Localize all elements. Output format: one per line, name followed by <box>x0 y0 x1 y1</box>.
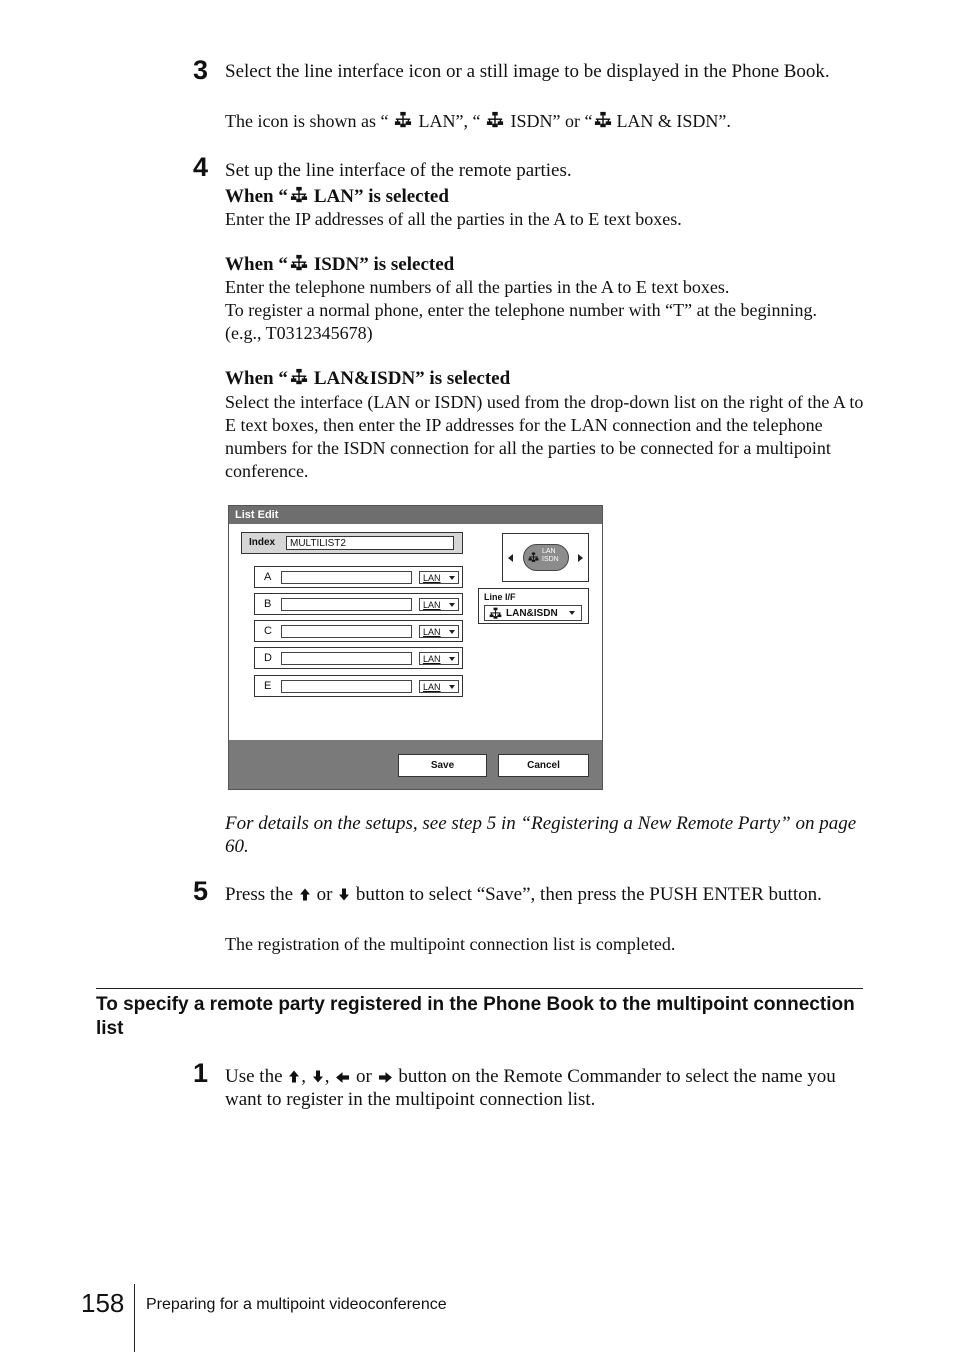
party-address-input[interactable] <box>281 571 412 584</box>
up-arrow-icon <box>300 888 310 901</box>
lan-icon <box>290 186 308 204</box>
line-interface-icon-image[interactable] <box>523 544 569 571</box>
page-number: 158 <box>81 1288 125 1318</box>
party-label: B <box>264 598 272 610</box>
section-heading: To specify a remote party registered in the Phone Book to the multipoint connection list <box>96 994 855 1039</box>
chevron-down-icon <box>449 657 455 661</box>
lan-isdn-icon <box>594 111 612 129</box>
arrow-left-icon[interactable] <box>508 554 513 562</box>
interface-dropdown[interactable]: LAN <box>419 598 459 611</box>
footer-section-title: Preparing for a multipoint videoconference <box>146 1296 447 1313</box>
step-3-text: Select the line interface icon or a still image to be displayed in the Phone Book. <box>225 61 830 82</box>
party-row-a <box>254 566 463 588</box>
interface-dropdown[interactable]: LAN <box>419 571 459 584</box>
list-edit-dialog <box>228 505 603 790</box>
party-label: D <box>264 652 272 664</box>
down-arrow-icon <box>339 888 349 901</box>
lan-heading: When “ LAN” is selected <box>225 186 449 207</box>
interface-dropdown[interactable]: LAN <box>419 652 459 665</box>
party-row-d <box>254 647 463 669</box>
index-input[interactable]: MULTILIST2 <box>286 536 454 550</box>
isdn-heading: When “ ISDN” is selected <box>225 254 455 275</box>
line-if-label: Line I/F <box>484 592 516 602</box>
line-if-box <box>478 588 589 624</box>
chevron-down-icon <box>449 685 455 689</box>
index-label: Index <box>249 537 276 548</box>
party-address-input[interactable] <box>281 598 412 611</box>
step-1-text: Use the , , or button on the Remote Commander to select the name you want to register in the multipoint connection list. <box>225 1066 836 1110</box>
footer-divider <box>134 1284 135 1352</box>
lan-isdn-icon <box>290 368 308 386</box>
step-5-note: The registration of the multipoint connection list is completed. <box>225 934 676 954</box>
party-address-input[interactable] <box>281 680 412 693</box>
save-button[interactable]: Save <box>398 754 487 777</box>
lan-icon <box>394 111 412 129</box>
step-4-text: Set up the line interface of the remote parties. <box>225 160 572 181</box>
party-row-c <box>254 620 463 642</box>
chevron-down-icon <box>569 611 575 615</box>
icon-selector <box>502 533 589 582</box>
lan-isdn-heading: When “ LAN&ISDN” is selected <box>225 368 511 389</box>
right-arrow-icon <box>379 1072 392 1083</box>
pill-line-1: LAN <box>542 548 556 555</box>
section-divider <box>96 988 863 989</box>
party-row-e <box>254 675 463 697</box>
isdn-body-2: To register a normal phone, enter the telephone number with “T” at the beginning. (e.g., T0312345678) <box>225 300 818 343</box>
party-address-input[interactable] <box>281 625 412 638</box>
up-arrow-icon <box>289 1070 299 1083</box>
step-5-number: 5 <box>193 876 209 906</box>
party-label: E <box>264 680 272 692</box>
left-arrow-icon <box>336 1072 349 1083</box>
isdn-body-1: Enter the telephone numbers of all the parties in the A to E text boxes. <box>225 277 730 297</box>
pill-line-2: ISDN <box>542 556 559 563</box>
step-4-number: 4 <box>193 152 209 182</box>
index-box <box>241 532 463 554</box>
party-address-input[interactable] <box>281 652 412 665</box>
line-if-dropdown[interactable]: LAN&ISDN <box>484 605 582 621</box>
party-label: A <box>264 571 272 583</box>
interface-dropdown[interactable]: LAN <box>419 625 459 638</box>
chevron-down-icon <box>449 630 455 634</box>
step-3-note: The icon is shown as “ LAN”, “ ISDN” or “ LAN & ISDN”. <box>225 111 731 131</box>
chevron-down-icon <box>449 603 455 607</box>
step-1-number: 1 <box>193 1058 209 1088</box>
cancel-button[interactable]: Cancel <box>498 754 589 777</box>
step-5-text: Press the or button to select “Save”, then press the PUSH ENTER button. <box>225 884 822 905</box>
interface-dropdown[interactable]: LAN <box>419 680 459 693</box>
party-label: C <box>264 625 272 637</box>
chevron-down-icon <box>449 576 455 580</box>
step-3-number: 3 <box>193 55 209 85</box>
down-arrow-icon <box>313 1070 323 1083</box>
lan-body: Enter the IP addresses of all the parties in the A to E text boxes. <box>225 209 682 229</box>
arrow-right-icon[interactable] <box>578 554 583 562</box>
details-note: For details on the setups, see step 5 in “Registering a New Remote Party” on page 60. <box>225 813 857 857</box>
lan-isdn-body: Select the interface (LAN or ISDN) used from the drop-down list on the right of the A to E text boxes, then enter the IP addresses for the LAN connection and the telephone numbers for the ISDN connection for all the parties to be connected for a multipoint conference. <box>225 392 864 481</box>
party-row-b <box>254 593 463 615</box>
isdn-icon <box>290 254 308 272</box>
dialog-title: List Edit <box>229 506 602 524</box>
network-icon <box>528 552 539 563</box>
isdn-icon <box>486 111 504 129</box>
lan-isdn-icon <box>489 607 502 620</box>
